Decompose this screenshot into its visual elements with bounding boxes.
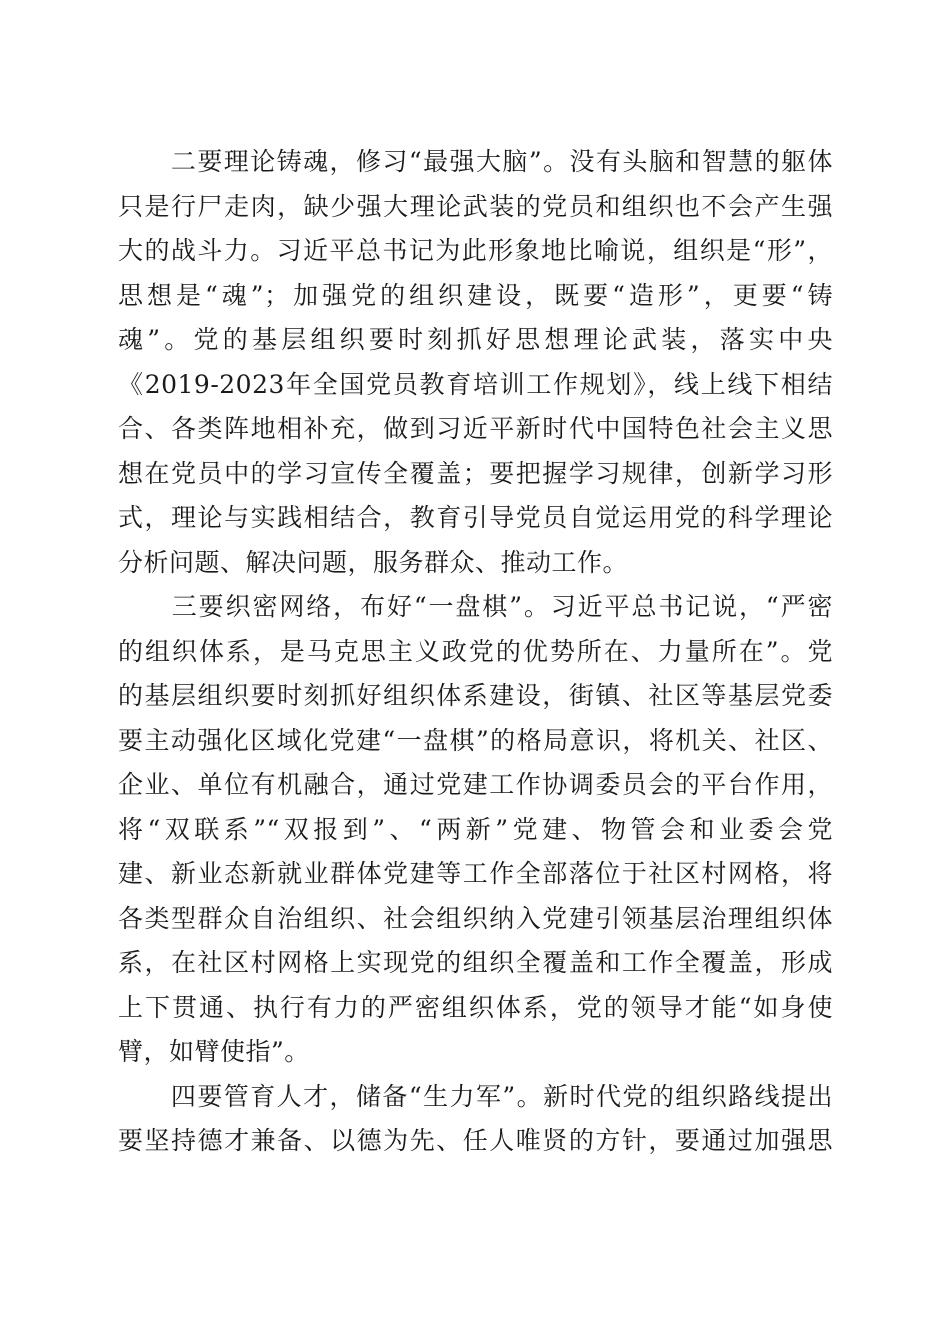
paragraph-4 — [118, 1075, 833, 1164]
text-line: 各类型群众自治组织、社会组织纳入党建引领基层治理组织体 — [118, 903, 833, 933]
text-line: 大的战斗力。习近平总书记为此形象地比喻说，组织是“形”， — [118, 236, 833, 265]
paragraph-2 — [118, 140, 833, 585]
text-line: 思想是“魂”；加强党的组织建设，既要“造形”，更要“铸 — [118, 280, 833, 310]
text-line: 合、各类阵地相补充，做到习近平新时代中国特色社会主义思 — [118, 414, 833, 443]
text-line: 的组织体系，是马克思主义政党的优势所在、力量所在”。党 — [118, 636, 833, 666]
text-line: 上下贯通、执行有力的严密组织体系，党的领导才能“如身使 — [118, 992, 833, 1022]
document-body — [118, 140, 833, 1164]
text-line: 建、新业态新就业群体党建等工作全部落位于社区村网格，将 — [118, 859, 833, 888]
text-line: 的基层组织要时刻抓好组织体系建设，街镇、社区等基层党委 — [118, 681, 833, 710]
text-line: 臂，如臂使指”。 — [118, 1037, 310, 1066]
text-line: 只是行尸走肉，缺少强大理论武装的党员和组织也不会产生强 — [118, 191, 833, 221]
text-line: 三要织密网络，布好“一盘棋”。习近平总书记说，“严密 — [118, 592, 833, 621]
text-line: 企业、单位有机融合，通过党建工作协调委员会的平台作用， — [118, 770, 833, 799]
text-line: 《2019-2023年全国党员教育培训工作规划》，线上线下相结 — [118, 369, 833, 399]
text-line: 分析问题、解决问题，服务群众、推动工作。 — [118, 547, 629, 577]
text-line: 二要理论铸魂，修习“最强大脑”。没有头脑和智慧的躯体 — [118, 147, 833, 176]
text-line: 要主动强化区域化党建“一盘棋”的格局意识，将机关、社区、 — [118, 725, 833, 755]
text-line: 魂”。党的基层组织要时刻抓好思想理论武装，落实中央 — [118, 325, 833, 354]
text-line: 四要管育人才，储备“生力军”。新时代党的组织路线提出 — [118, 1081, 833, 1111]
text-line: 系，在社区村网格上实现党的组织全覆盖和工作全覆盖，形成 — [118, 948, 833, 977]
paragraph-3 — [118, 585, 833, 1075]
text-line: 式，理论与实践相结合，教育引导党员自觉运用党的科学理论 — [118, 503, 833, 532]
text-line: 将“双联系”“双报到”、“两新”党建、物管会和业委会党 — [118, 814, 833, 844]
text-line: 想在党员中的学习宣传全覆盖；要把握学习规律，创新学习形 — [118, 458, 833, 488]
text-line: 要坚持德才兼备、以德为先、任人唯贤的方针，要通过加强思 — [118, 1126, 833, 1155]
